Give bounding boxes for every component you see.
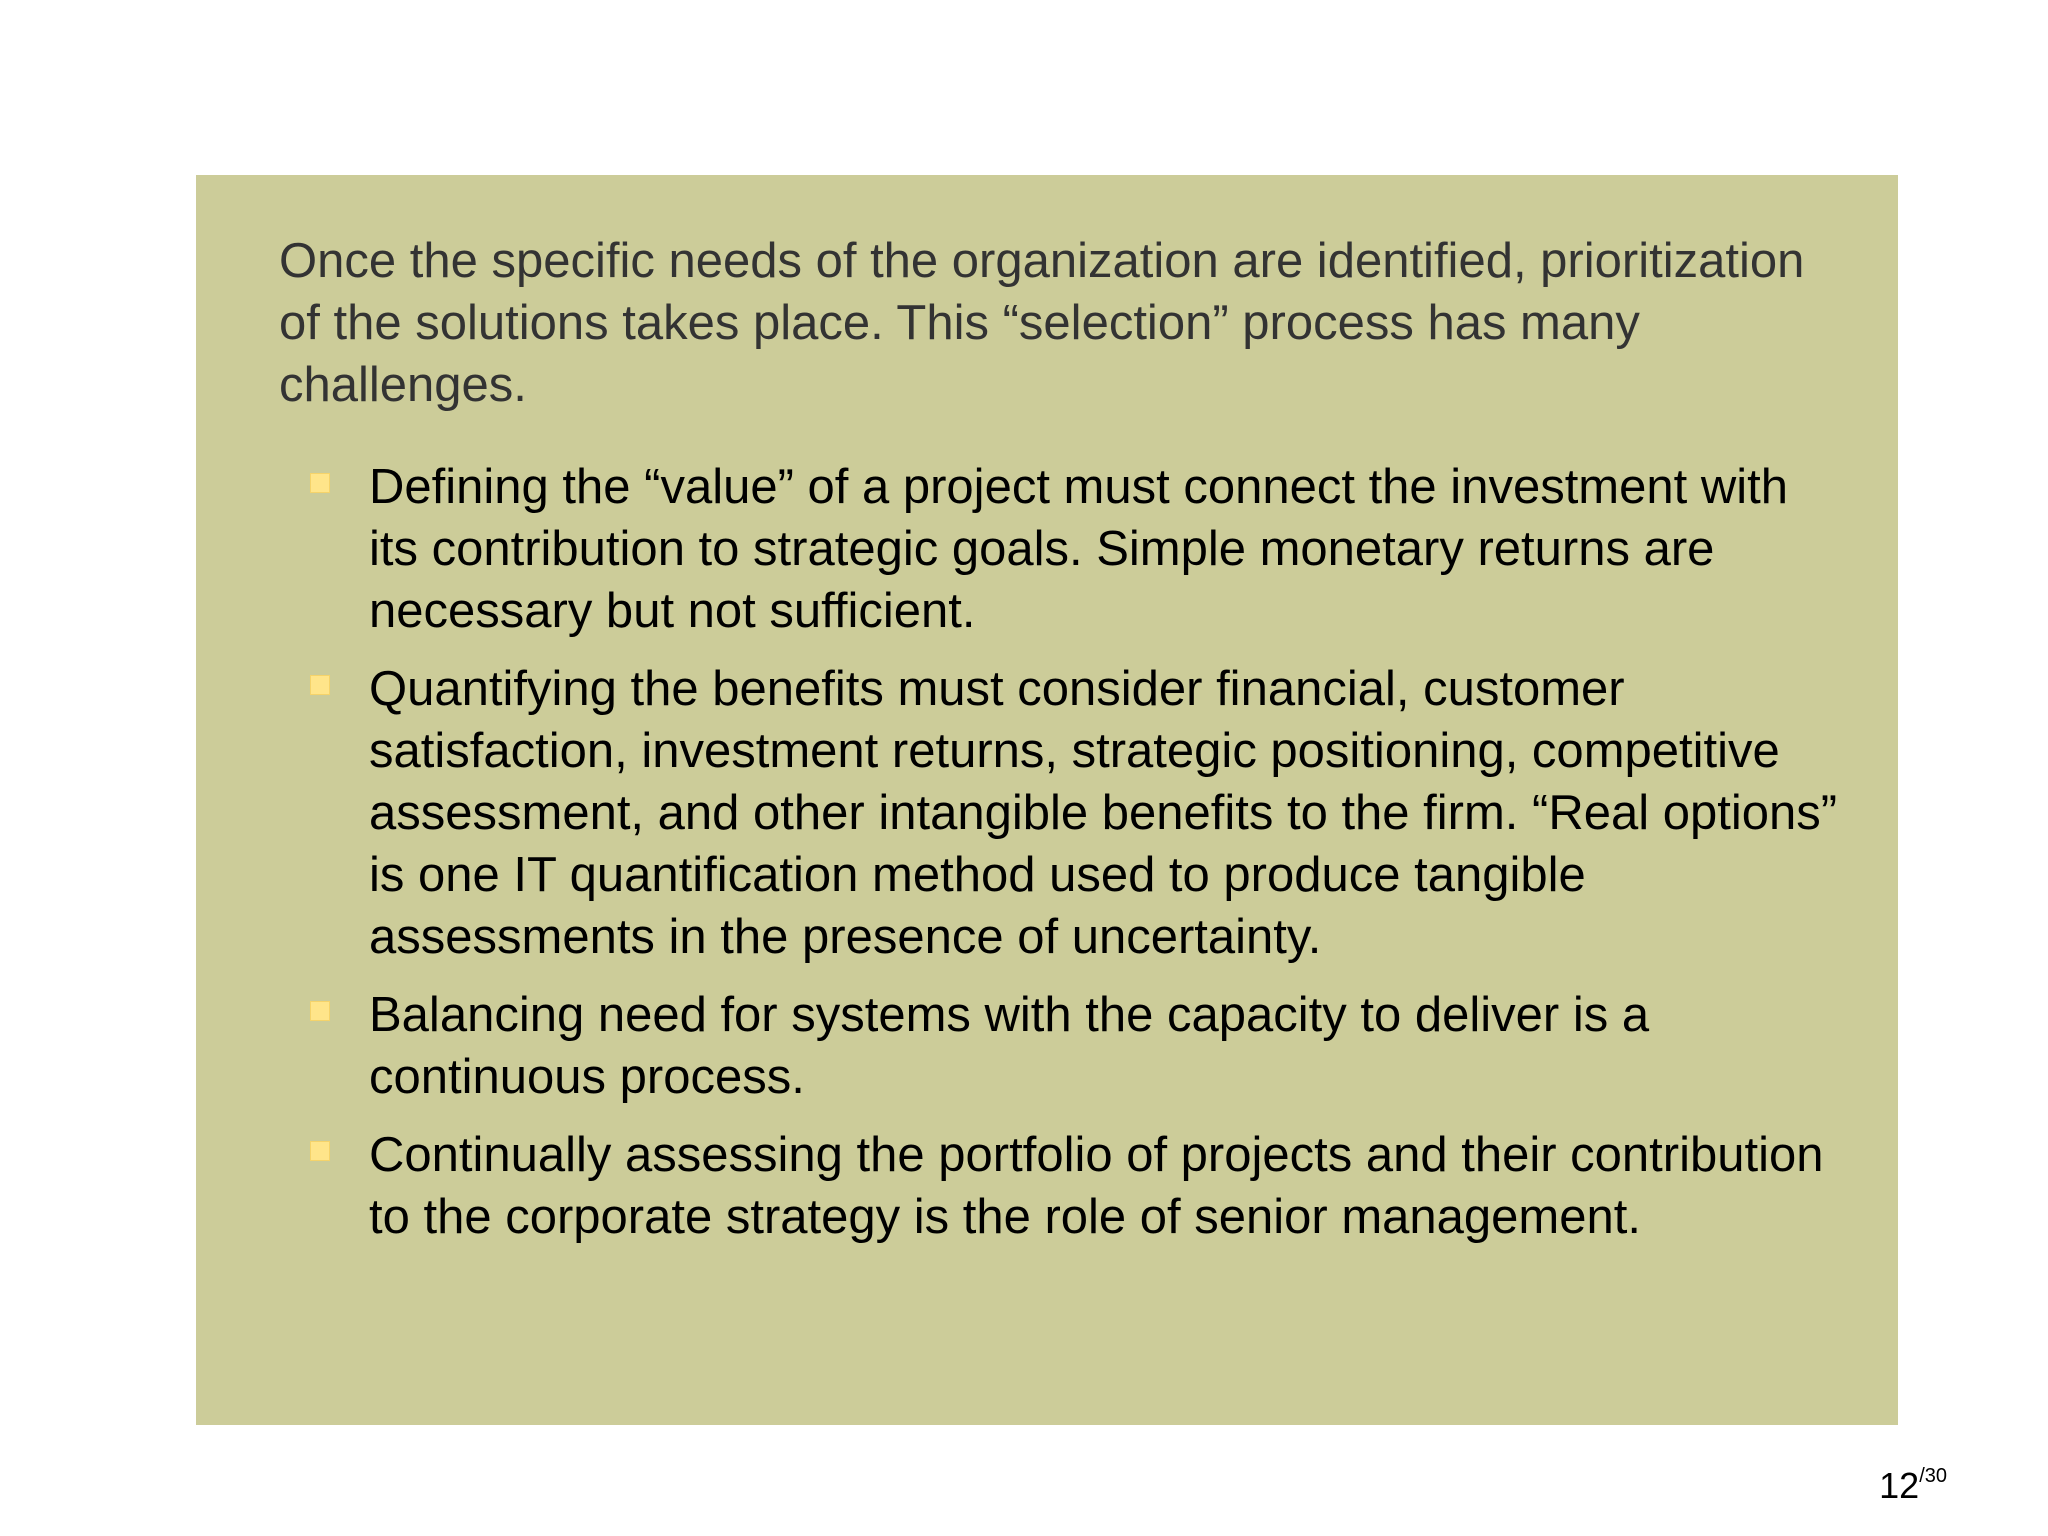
square-bullet-icon (310, 1141, 330, 1161)
bullet-list (279, 456, 1839, 1248)
intro-paragraph: Once the specific needs of the organization are identified, prioritization of the solutions takes place. This “selection” process has many challenges. (279, 234, 1805, 412)
page-number (1879, 1466, 1947, 1506)
square-bullet-icon (310, 473, 330, 493)
bullet-item-benefits (279, 658, 1839, 968)
square-bullet-icon (310, 675, 330, 695)
page-current: 12 (1879, 1465, 1920, 1506)
bullet-text: Continually assessing the portfolio of projects and their contribution to the corporate strategy is the role of senior management. (369, 1128, 1824, 1244)
bullet-text: Balancing need for systems with the capacity to deliver is a continuous process. (369, 988, 1650, 1104)
bullet-text: Defining the “value” of a project must connect the investment with its contribution to strategic goals. Simple monetary returns are necessary but not sufficient. (369, 460, 1788, 638)
bullet-text: Quantifying the benefits must consider financial, customer satisfaction, investment returns, strategic positioning, competitive assessment, and other intangible benefits to the firm. “Real options” is one IT quantification method used to produce tangible assessments in the presence of uncertainty. (369, 662, 1838, 964)
bullet-item-value (279, 456, 1839, 642)
bullet-item-balancing (279, 984, 1839, 1108)
square-bullet-icon (310, 1001, 330, 1021)
bullet-item-portfolio (279, 1124, 1839, 1248)
page-total: /30 (1919, 1465, 1947, 1487)
